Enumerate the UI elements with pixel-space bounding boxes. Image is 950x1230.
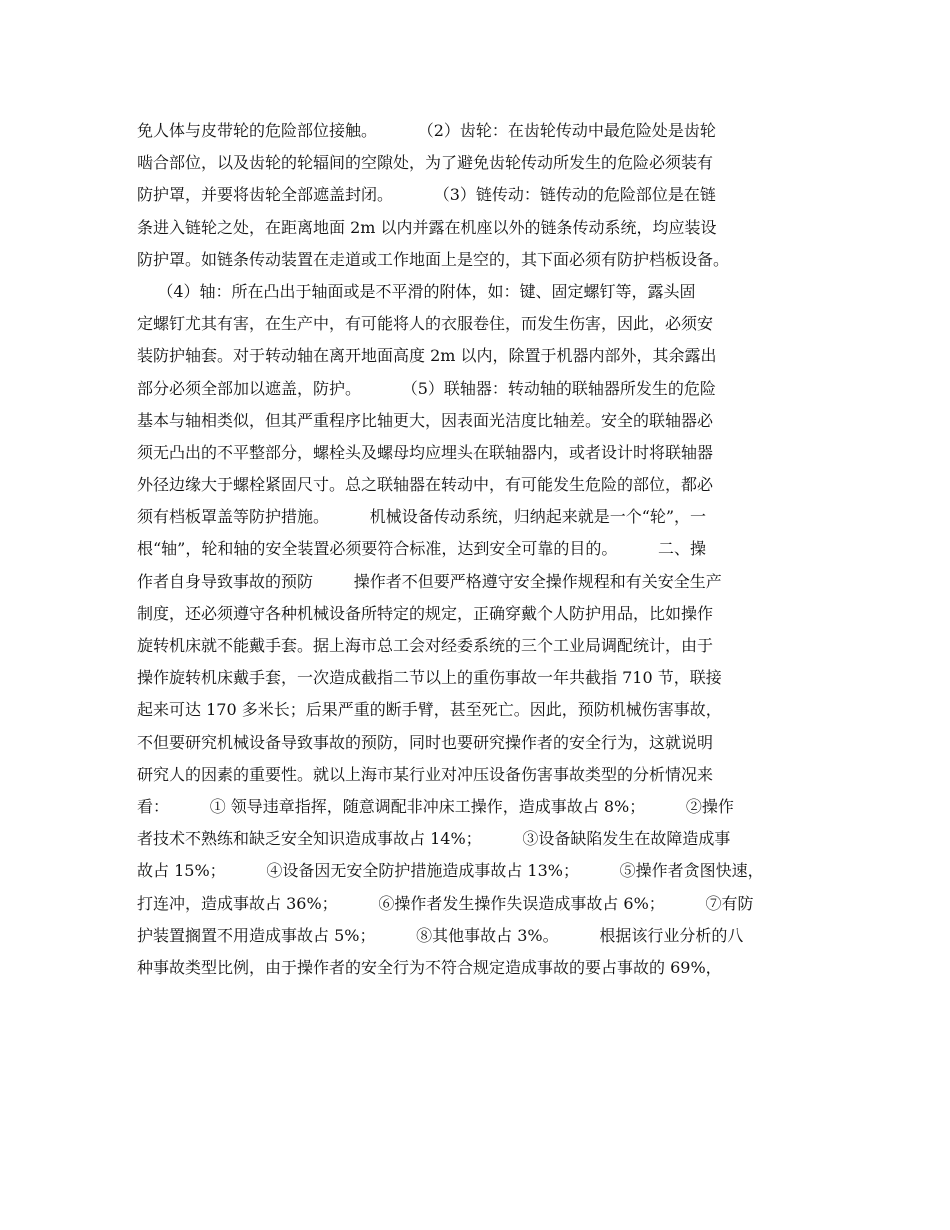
text-line: 须有档板罩盖等防护措施。 机械设备传动系统，归纳起来就是一个“轮”，一 — [137, 507, 707, 527]
text-line: 看： ① 领导违章指挥，随意调配非冲床工操作，造成事故占 8%； ②操作 — [137, 796, 734, 816]
text-line: 免人体与皮带轮的危险部位接触。 （2）齿轮：在齿轮传动中最危险处是齿轮 — [137, 121, 716, 140]
text-line: 不但要研究机械设备导致事故的预防，同时也要研究操作者的安全行为，这就说明 — [137, 732, 714, 752]
text-line: （4）轴：所在凸出于轴面或是不平滑的附体，如：键、固定螺钉等，露头固 — [137, 281, 696, 301]
text-line: 种事故类型比例，由于操作者的安全行为不符合规定造成事故的要占事故的 69%， — [137, 957, 722, 977]
text-line: 部分必须全部加以遮盖，防护。 （5）联轴器：转动轴的联轴器所发生的危险 — [137, 378, 716, 398]
body-text — [137, 115, 827, 984]
text-line: 防护罩，并要将齿轮全部遮盖封闭。 （3）链传动：链传动的危险部位是在链 — [137, 185, 716, 205]
text-line: 啮合部位，以及齿轮的轮辐间的空隙处，为了避免齿轮传动所发生的危险必须装有 — [137, 153, 714, 173]
text-line: 条进入链轮之处，在距离地面 2m 以内并露在机座以外的链条传动系统，均应装设 — [137, 217, 717, 237]
text-line: 装防护轴套。对于转动轴在离开地面高度 2m 以内，除置于机器内部外，其余露出 — [137, 346, 717, 366]
text-line: 者技术不熟练和缺乏安全知识造成事故占 14%； ③设备缺陷发生在故障造成事 — [137, 829, 731, 849]
text-line: 定螺钉尤其有害，在生产中，有可能将人的衣服卷住，而发生伤害，因此，必须安 — [137, 314, 714, 334]
text-line: 旋转机床就不能戴手套。据上海市总工会对经委系统的三个工业局调配统计，由于 — [137, 636, 714, 655]
text-line: 护装置搁置不用造成事故占 5%； ⑧其他事故占 3%。 根据该行业分析的八 — [137, 925, 744, 945]
text-line: 故占 15%； ④设备因无安全防护措施造成事故占 13%； ⑤操作者贪图快速， — [137, 861, 764, 881]
text-line: 外径边缘大于螺栓紧固尺寸。总之联轴器在转动中，有可能发生危险的部位，都必 — [137, 475, 714, 495]
text-line: 防护罩。如链条传动装置在走道或工作地面上是空的，其下面必须有防护档板设备。 — [137, 249, 730, 269]
text-line: 操作旋转机床戴手套，一次造成截指二节以上的重伤事故一年共截指 710 节，联接 — [137, 668, 722, 688]
text-line: 根“轴”，轮和轴的安全装置必须要符合标准，达到安全可靠的目的。 二、操 — [137, 539, 707, 559]
text-line: 打连冲，造成事故占 36%； ⑥操作者发生操作失误造成事故占 6%； ⑦有防 — [137, 893, 754, 913]
text-line: 研究人的因素的重要性。就以上海市某行业对冲压设备伤害事故类型的分析情况来 — [137, 764, 714, 784]
text-line: 起来可达 170 多米长；后果严重的断手臂，甚至死亡。因此，预防机械伤害事故， — [137, 700, 722, 720]
text-line: 须无凸出的不平整部分，螺栓头及螺母均应埋头在联轴器内，或者设计时将联轴器 — [137, 442, 714, 462]
text-line: 基本与轴相类似，但其严重程序比轴更大，因表面光洁度比轴差。安全的联轴器必 — [137, 410, 714, 430]
text-line: 制度，还必须遵守各种机械设备所特定的规定，正确穿戴个人防护用品，比如操作 — [137, 603, 714, 623]
text-line: 作者自身导致事故的预防 操作者不但要严格遵守安全操作规程和有关安全生产 — [137, 571, 722, 591]
